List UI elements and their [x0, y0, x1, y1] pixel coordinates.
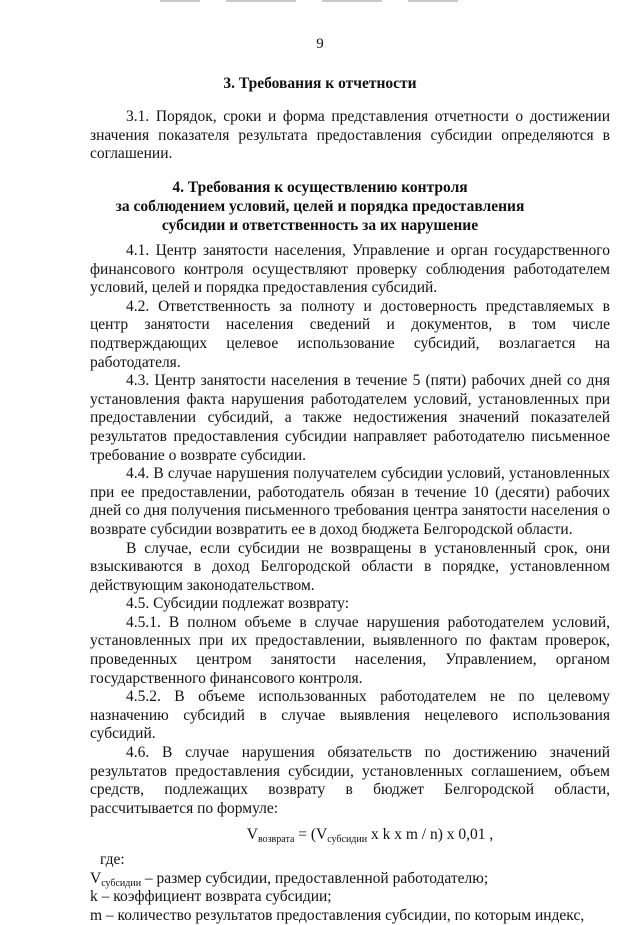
def1-text: – размер субсидии, предоставленной работодателю; — [141, 869, 489, 887]
def1-main: V — [90, 869, 102, 887]
formula-rest: x k x m / n) x 0,01 , — [367, 826, 494, 844]
paragraph-4-4-b: В случае, если субсидии не возвращены в установленный срок, они взыскиваются в доход Белгородской области в порядке, установленном действующим законодательством. — [90, 539, 610, 594]
paragraph-4-2: 4.2. Ответственность за полноту и достоверность представляемых в центр занятости населения сведений и документов, в том числе подтверждающих целевое использование субсидий, возлагается на работодателя. — [90, 297, 610, 371]
paragraph-4-6: 4.6. В случае нарушения обязательств по достижению значений результатов предоставления субсидии, установленных соглашением, объем средств, подлежащих возврату в бюджет Белгородской области, рассчитывается по формуле: — [90, 744, 610, 817]
page-number: 9 — [316, 36, 324, 52]
paragraph-4-5-1: 4.5.1. В полном объеме в случае нарушения работодателем условий, установленных при их предоставлении, выявленного по фактам проверок, проведенных центром занятости населения, Управлением, органом государственного финансового контроля. — [90, 613, 610, 687]
top-scan-marks — [160, 0, 500, 4]
paragraph-4-1: 4.1. Центр занятости населения, Управление и орган государственного финансового контроля осуществляют проверку соблюдения работодателем условий, целей и порядка предоставления субсидий. — [90, 242, 610, 297]
paragraph-4-4: 4.4. В случае нарушения получателем субсидии условий, установленных при ее предоставлении, работодатель обязан в течение 10 (десяти) рабочих дней со дня получения письменного требования центра занятости населения о возврате субсидии возвратить ее в доход бюджета Белгородской области. — [90, 465, 610, 538]
section-4-title-line-1: 4. Требования к осуществлению контроля — [172, 179, 468, 196]
return-formula — [90, 826, 610, 845]
paragraph-4-5: 4.5. Субсидии подлежат возврату: — [126, 595, 350, 613]
formula-lhs-main: V — [246, 826, 258, 844]
paragraph-4-5-2: 4.5.2. В объеме использованных работодателем не по целевому назначению субсидий в случае выявления нецелевого использования субсидий. — [90, 688, 610, 743]
definition-k: k – коэффициент возврата субсидии; — [90, 888, 332, 906]
definition-m: m – количество результатов предоставления субсидии, по которым индекс, — [90, 906, 585, 924]
section-4-body — [90, 242, 610, 925]
section-4-title-line-3: субсидии и ответственность за их нарушение — [161, 217, 479, 234]
def1-sub: субсидии — [101, 877, 142, 889]
section-4-title — [60, 178, 580, 235]
formula-lhs-sub: возврата — [257, 834, 295, 846]
formula-rhs-sub: субсидии — [327, 834, 368, 846]
paragraph-4-3: 4.3. Центр занятости населения в течение 5 (пяти) рабочих дней со дня установления факта нарушения работодателем условий, установленных при предоставлении субсидий, а также недостижения значений показателей результатов предоставления субсидии направляет работодателю письменное требование о возврате субсидии. — [90, 372, 610, 464]
formula-eq-open: = (V — [294, 826, 328, 844]
section-4-title-line-2: за соблюдением условий, целей и порядка предоставления — [115, 198, 525, 215]
definition-v-subsidy — [90, 870, 610, 889]
section-3-title: 3. Требования к отчетности — [223, 75, 417, 92]
where-label: где: — [100, 851, 125, 868]
paragraph-3-1: 3.1. Порядок, сроки и форма представления отчетности о достижении значения показателя результата предоставления субсидии определяются в соглашении. — [90, 108, 610, 163]
section-3-body — [90, 108, 610, 164]
